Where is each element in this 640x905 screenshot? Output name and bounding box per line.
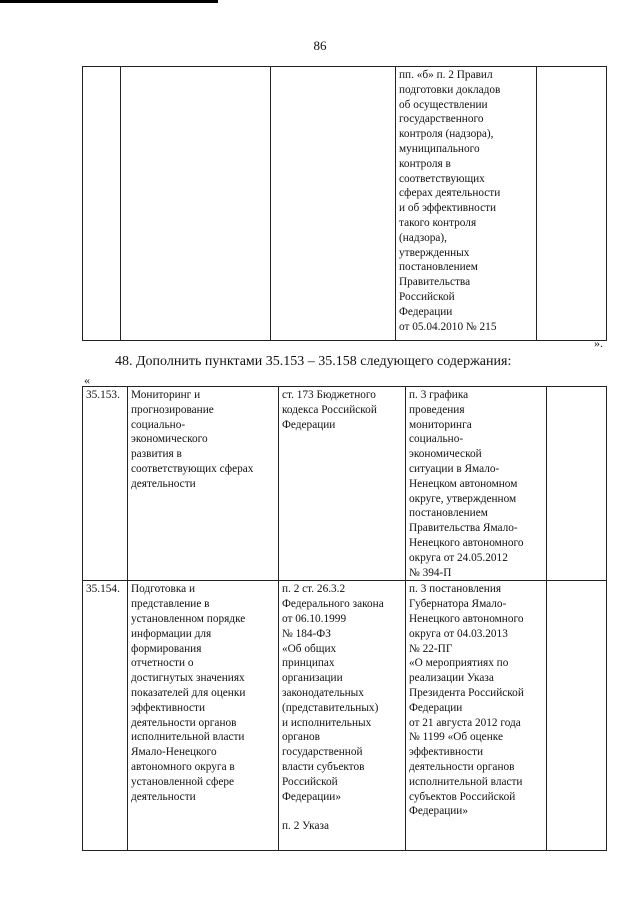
cell-extra bbox=[537, 67, 607, 341]
cell-regulation: п. 3 постановления Губернатора Ямало- Ненецкого автономного округа от 04.03.2013 № 22-ПГ «О мероприятиях по реализации Указа Президента Российской Федерации от 21 августа 2012 года № 1199 «Об оценке эффективности деятельности органов исполнительной власти субъектов Российской Федерации» bbox=[406, 581, 547, 851]
cell-extra bbox=[547, 387, 607, 581]
cell-number: 35.153. bbox=[83, 387, 128, 581]
amendment-instruction: 48. Дополнить пунктами 35.153 – 35.158 следующего содержания: bbox=[115, 354, 512, 369]
cell-number: 35.154. bbox=[83, 581, 128, 851]
cell-name bbox=[121, 67, 271, 341]
cell-extra bbox=[547, 581, 607, 851]
cell-name: Подготовка и представление в установленном порядке информации для формирования отчетности о достигнутых значениях показателей для оценки эффективности деятельности органов исполнительной власти Ямало-Ненецкого автономного округа в установленной сфере деятельности bbox=[128, 581, 279, 851]
table-row bbox=[83, 67, 607, 341]
closing-quote: ». bbox=[594, 336, 603, 350]
opening-quote: « bbox=[84, 373, 90, 387]
cell-number bbox=[83, 67, 121, 341]
continued-table bbox=[82, 66, 607, 341]
cell-basis: ст. 173 Бюджетного кодекса Российской Федерации bbox=[279, 387, 406, 581]
page-number: 86 bbox=[313, 38, 327, 53]
amendment-table bbox=[82, 386, 607, 851]
table-row bbox=[83, 581, 607, 851]
cell-name: Мониторинг и прогнозирование социально- экономического развития в соответствующих сферах деятельности bbox=[128, 387, 279, 581]
header-rule bbox=[0, 0, 218, 3]
cell-basis bbox=[271, 67, 396, 341]
cell-basis: п. 2 ст. 26.3.2 Федерального закона от 06.10.1999 № 184-ФЗ «Об общих принципах организации законодательных (представительных) и исполнительных органов государственной власти субъектов Российской Федерации» п. 2 Указа bbox=[279, 581, 406, 851]
cell-regulation: пп. «б» п. 2 Правил подготовки докладов об осуществлении государственного контроля (надзора), муниципального контроля в соответствующих сферах деятельности и об эффективности такого контроля (надзора), утвержденных постановлением Правительства Российской Федерации от 05.04.2010 № 215 bbox=[396, 67, 537, 341]
table-row bbox=[83, 387, 607, 581]
cell-regulation: п. 3 графика проведения мониторинга социально- экономической ситуации в Ямало- Ненецком автономном округе, утвержденном постановлением Правительства Ямало- Ненецкого автономного округа от 24.05.2012 № 394-П bbox=[406, 387, 547, 581]
